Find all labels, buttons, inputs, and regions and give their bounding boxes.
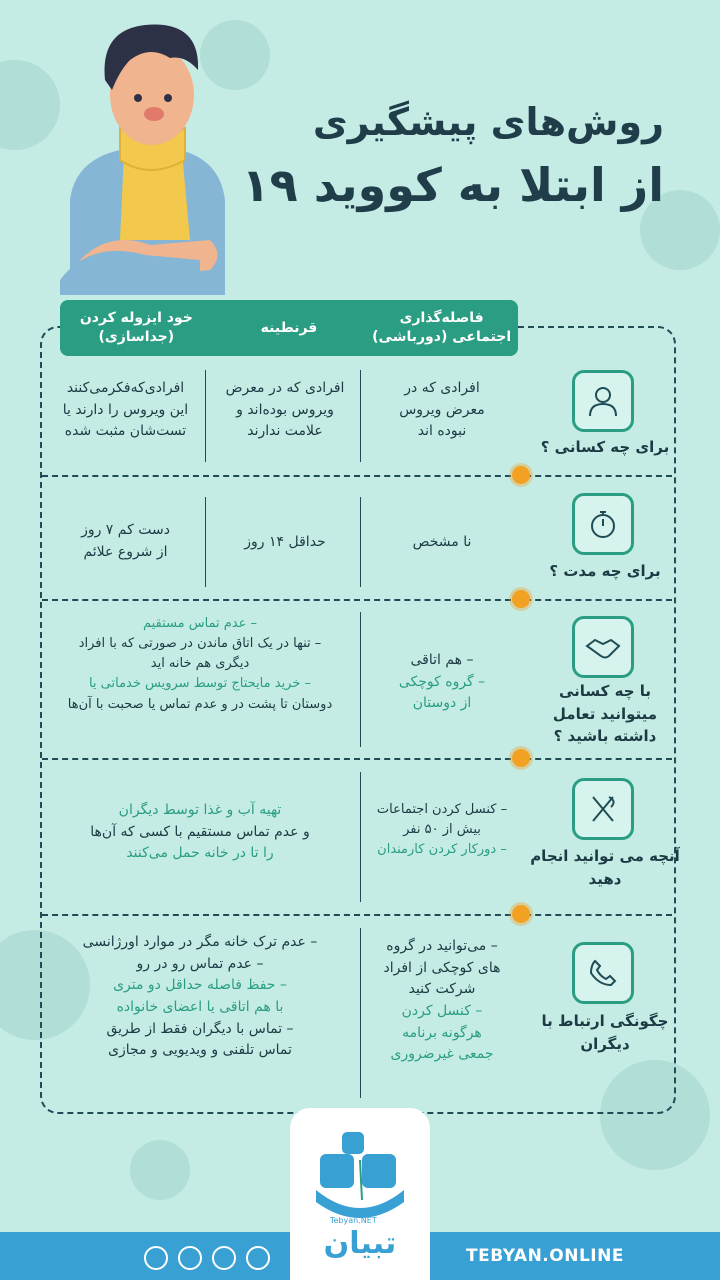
row-separator: [42, 599, 672, 601]
cell-line: نا مشخص: [412, 534, 472, 550]
cell-line: علامت ندارند: [247, 423, 323, 440]
utensils-icon: [587, 793, 619, 825]
column-divider: [205, 370, 206, 462]
column-divider: [360, 370, 361, 462]
user-icon: [586, 384, 620, 418]
cell-line: بیش از ۵۰ نفر: [403, 822, 481, 838]
cell-line: دست کم ۷ روز: [81, 522, 170, 538]
cell-isolation-interaction: [44, 614, 356, 715]
cell-line: – حفظ فاصله حداقل دو متری: [113, 977, 287, 994]
cell-line: – خرید مایحتاج توسط سرویس خدماتی یا: [88, 676, 312, 692]
cell-line: – می‌توانید در گروه: [386, 938, 498, 954]
cell-line: – عدم تماس مستقیم: [142, 616, 258, 631]
phone-icon: [587, 957, 619, 989]
sun-icon: [512, 905, 530, 923]
row-icon-box: [572, 778, 634, 840]
column-divider: [360, 928, 361, 1098]
cell-line: با هم اتاقی یا اعضای خانواده: [116, 999, 284, 1016]
cell-distancing-communication: [366, 936, 518, 1066]
cell-line: تهیه آب و غذا توسط دیگران: [118, 802, 282, 818]
row-icon-box: [572, 370, 634, 432]
cell-distancing-who: [368, 378, 516, 443]
sun-icon: [512, 466, 530, 484]
row-label-who: برای چه کسانی ؟: [540, 438, 670, 456]
cell-line: دوستان تا پشت در و عدم تماس یا صحبت با آن‌ها: [67, 696, 333, 712]
cell-isolation-actions: [44, 800, 356, 865]
twitter-icon[interactable]: [212, 1246, 236, 1270]
column-header-isolation: خود ایزوله کردن (جداسازی): [79, 310, 193, 345]
cell-line: – تنها در یک اتاق ماندن در صورتی که با افراد: [78, 636, 322, 652]
virus-decoration: [130, 1140, 190, 1200]
cell-quarantine-duration: [212, 532, 358, 554]
cell-line: تست‌شان مثبت شده: [64, 423, 187, 440]
cell-isolation-who: [48, 378, 203, 443]
cell-line: این ویروس را دارند یا: [62, 401, 189, 418]
cell-isolation-duration: [48, 520, 203, 563]
handshake-icon: [585, 632, 621, 662]
row-icon-box: [572, 616, 634, 678]
sun-icon: [512, 590, 530, 608]
cell-line: افرادی که در معرض: [225, 380, 345, 396]
row-label-duration: برای چه مدت ؟: [549, 562, 661, 580]
row-separator: [42, 758, 672, 760]
tebyan-logo-icon: [312, 1130, 408, 1220]
sick-man-illustration: [50, 10, 240, 295]
column-divider: [360, 612, 361, 747]
cell-line: را تا در خانه حمل می‌کنند: [126, 845, 274, 862]
instagram-icon[interactable]: [178, 1246, 202, 1270]
telegram-icon[interactable]: [144, 1246, 168, 1270]
row-label-interaction: با چه کسانی میتوانید تعامل داشته باشید ؟: [552, 682, 658, 745]
row-icon-box: [572, 942, 634, 1004]
row-separator: [42, 914, 672, 916]
sun-icon: [512, 749, 530, 767]
cell-line: ویروس بوده‌اند و: [236, 401, 334, 418]
cell-line: افرادی که در: [404, 380, 480, 396]
title-line-2: از ابتلا به کووید ۱۹: [241, 158, 664, 212]
column-divider: [205, 497, 206, 587]
cell-line: معرض ویروس: [399, 401, 485, 418]
column-header-distancing: فاصله‌گذاری اجتماعی (دورباشی): [372, 310, 512, 345]
logo-text: تبیان: [323, 1226, 397, 1261]
cell-line: های کوچکی از افراد: [383, 959, 501, 976]
stopwatch-icon: [586, 507, 620, 541]
row-separator: [42, 475, 672, 477]
bale-icon[interactable]: [246, 1246, 270, 1270]
column-header-quarantine: قرنطینه: [260, 319, 318, 336]
cell-line: دیگری هم خانه اید: [150, 656, 250, 672]
cell-line: – دورکار کردن کارمندان: [377, 842, 507, 858]
logo-small-text: Tebyan.NET: [330, 1216, 377, 1225]
cell-distancing-interaction: [368, 650, 516, 715]
cell-line: از دوستان: [412, 695, 472, 712]
cell-line: جمعی غیرضروری: [390, 1046, 494, 1063]
cell-distancing-duration: [368, 532, 516, 554]
row-label-communication: چگونگی ارتباط با دیگران: [541, 1012, 669, 1053]
row-icon-box: [572, 493, 634, 555]
title-line-1: روش‌های پیشگیری: [312, 100, 664, 144]
cell-line: – هم اتاقی: [410, 652, 474, 668]
footer-site-link[interactable]: TEBYAN.ONLINE: [466, 1246, 624, 1266]
cell-line: و عدم تماس مستقیم با کسی که آن‌ها: [90, 823, 310, 840]
cell-distancing-actions: [366, 800, 518, 860]
cell-line: – عدم ترک خانه مگر در موارد اورژانسی: [82, 934, 318, 950]
cell-line: – تماس با دیگران فقط از طریق: [106, 1020, 294, 1037]
cell-line: افرادی‌که‌فکرمی‌کنند: [66, 380, 185, 396]
cell-line: تماس تلفنی و ویدیویی و مجازی: [108, 1042, 292, 1059]
cell-quarantine-who: [212, 378, 358, 443]
logo-card: [290, 1108, 430, 1280]
cell-isolation-communication: [44, 932, 356, 1062]
cell-line: از شروع علائم: [83, 543, 168, 560]
column-divider: [360, 497, 361, 587]
cell-line: هرگونه برنامه: [402, 1024, 482, 1041]
cell-line: – عدم تماس رو در رو: [136, 955, 264, 972]
cell-line: نبوده اند: [417, 423, 467, 440]
cell-line: – کنسل کردن اجتماعات: [376, 802, 508, 817]
cell-line: شرکت کنید: [408, 981, 476, 998]
cell-line: – گروه کوچکی: [398, 673, 486, 690]
column-header-bar: [60, 300, 518, 356]
row-label-actions: آنچه می توانید انجام دهید: [530, 847, 680, 888]
cell-line: حداقل ۱۴ روز: [244, 534, 326, 550]
column-divider: [360, 772, 361, 902]
cell-line: – کنسل کردن: [401, 1003, 483, 1020]
